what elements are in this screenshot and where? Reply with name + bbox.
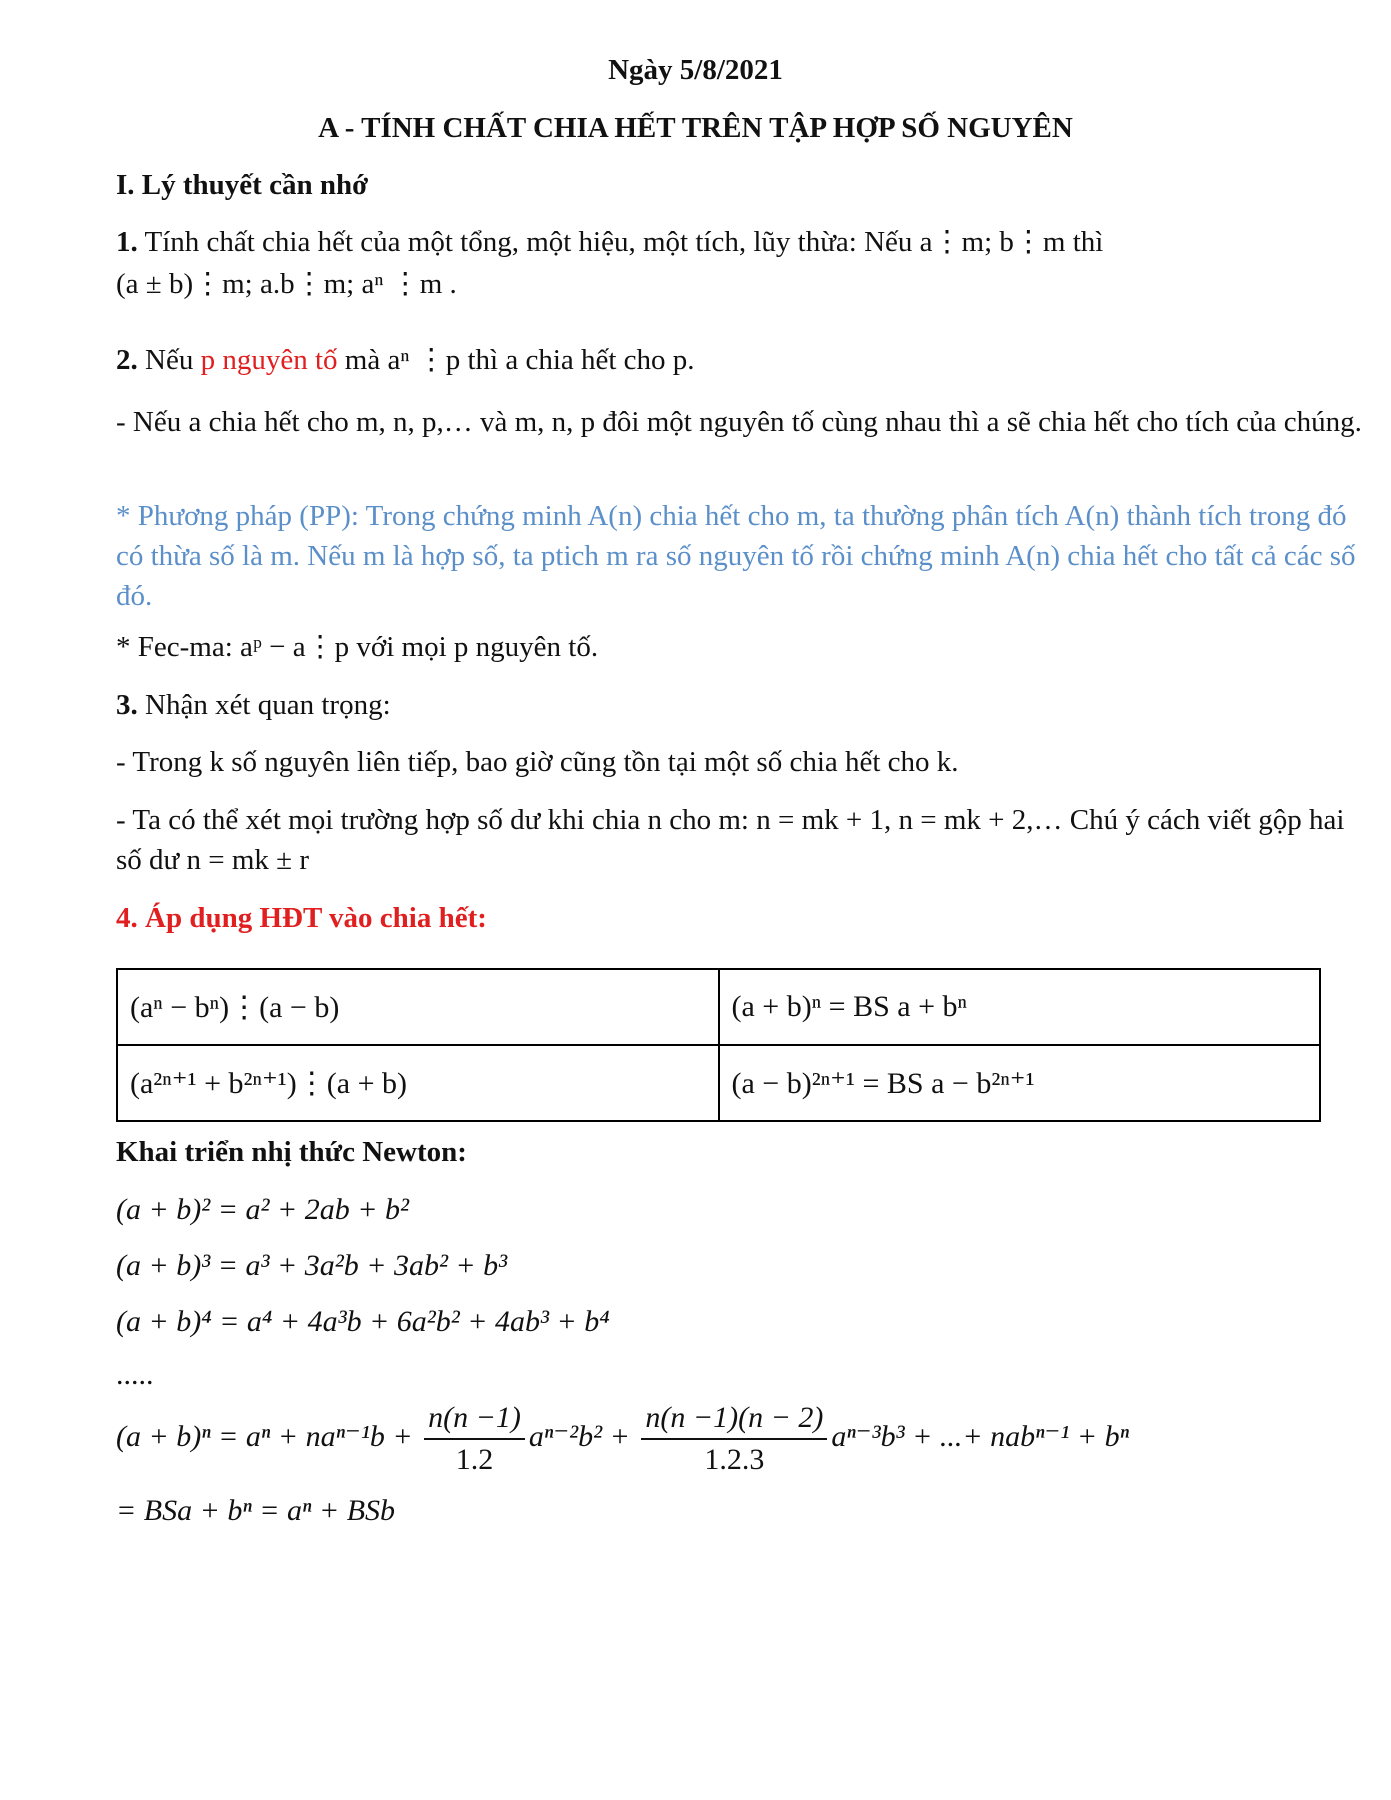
fraction-2-numerator: n(n −1)(n − 2) (641, 1400, 827, 1440)
newton-eq-general-rhs: aⁿ⁻³b³ + ...+ nabⁿ⁻¹ + bⁿ (831, 1419, 1130, 1453)
fraction-1-denominator: 1.2 (455, 1443, 494, 1476)
newton-eq-cube: (a + b)³ = a³ + 3a²b + 3ab² + b³ (116, 1249, 508, 1282)
newton-eq-fourth: (a + b)⁴ = a⁴ + 4a³b + 6a²b² + 4ab³ + b⁴ (116, 1305, 610, 1338)
item-3-formula: n = mk ± r (186, 844, 310, 876)
item-2-number: 2. (116, 344, 138, 376)
table-row (117, 969, 1320, 1045)
fraction-1-numerator: n(n −1) (424, 1400, 525, 1440)
document-title: A - TÍNH CHẤT CHIA HẾT TRÊN TẬP HỢP SỐ NGUYÊN (318, 112, 1073, 144)
item-2-highlight: p nguyên tố (200, 344, 338, 376)
item-3 (116, 685, 1376, 725)
item-2-mid: mà (337, 344, 388, 376)
item-1 (116, 222, 1376, 262)
method-note: * Phương pháp (PP): Trong chứng minh A(n) chia hết cho m, ta thường phân tích A(n) thành tích trong đó có thừa số là m. Nếu m là hợp số, ta ptich m ra số nguyên tố rồi chứng minh A(n) chia hết cho tất cả các số đó. (116, 500, 1356, 612)
document-date: Ngày 5/8/2021 (608, 54, 783, 86)
fermat-post: với mọi p nguyên tố. (349, 631, 599, 663)
note-coprime: - Nếu a chia hết cho m, n, p,… và m, n, p đôi một nguyên tố cùng nhau thì a sẽ chia hết cho tích của chúng. (116, 406, 1362, 438)
newton-heading: Khai triển nhị thức Newton: (116, 1136, 467, 1168)
newton-eq-general-lhs: (a + b)ⁿ = aⁿ + naⁿ⁻¹b + (116, 1419, 421, 1453)
item-3-line-2 (116, 800, 1376, 880)
table-cell: (a − b)²ⁿ⁺¹ = BS a − b²ⁿ⁺¹ (719, 1045, 1321, 1121)
item-3-text: Nhận xét quan trọng: (137, 689, 391, 721)
fraction-2 (641, 1400, 827, 1478)
item-4-heading: 4. Áp dụng HĐT vào chia hết: (116, 902, 487, 934)
item-3-number: 3. (116, 689, 138, 721)
item-2-formula: aⁿ ⋮p (387, 344, 461, 376)
item-1-formula: (a ± b)⋮m; a.b⋮m; aⁿ ⋮m . (116, 268, 457, 300)
fraction-2-denominator: 1.2.3 (704, 1443, 765, 1476)
hdt-table (116, 968, 1321, 1122)
newton-eq-final: = BSa + bⁿ = aⁿ + BSb (116, 1494, 396, 1527)
newton-ellipsis: ..... (116, 1358, 154, 1391)
table-cell: (a²ⁿ⁺¹ + b²ⁿ⁺¹)⋮(a + b) (117, 1045, 719, 1121)
item-1-then: thì (1065, 226, 1104, 258)
item-1-number: 1. (116, 226, 138, 258)
newton-eq-general-mid: aⁿ⁻²b² + (528, 1419, 638, 1453)
table-cell: (a + b)ⁿ = BS a + bⁿ (719, 969, 1321, 1045)
table-row (117, 1045, 1320, 1121)
fermat-formula: aᵖ − a⋮p (240, 631, 350, 663)
item-3-line-2-text: - Ta có thể xét mọi trường hợp số dư khi chia n cho m: n = mk + 1, n = mk + 2,… Chú ý cách viết gộp hai số dư (116, 804, 1345, 876)
item-1-text: Tính chất chia hết của một tổng, một hiệu, một tích, lũy thừa: Nếu (137, 226, 920, 258)
newton-eq-general (116, 1400, 1129, 1478)
item-2-post: thì a chia hết cho p. (460, 344, 695, 376)
item-3-line-1: - Trong k số nguyên liên tiếp, bao giờ cũng tồn tại một số chia hết cho k. (116, 746, 959, 778)
fermat-label: * Fec-ma: (116, 631, 241, 663)
fraction-1 (424, 1400, 525, 1478)
item-2-pre: Nếu (137, 344, 201, 376)
section-heading-theory: I. Lý thuyết cần nhớ (116, 169, 369, 201)
fermat-note (116, 627, 1376, 667)
newton-eq-square: (a + b)² = a² + 2ab + b² (116, 1193, 409, 1226)
item-1-condition: a⋮m; b⋮m (919, 226, 1066, 258)
table-cell: (aⁿ − bⁿ)⋮(a − b) (117, 969, 719, 1045)
item-2 (116, 340, 1376, 380)
